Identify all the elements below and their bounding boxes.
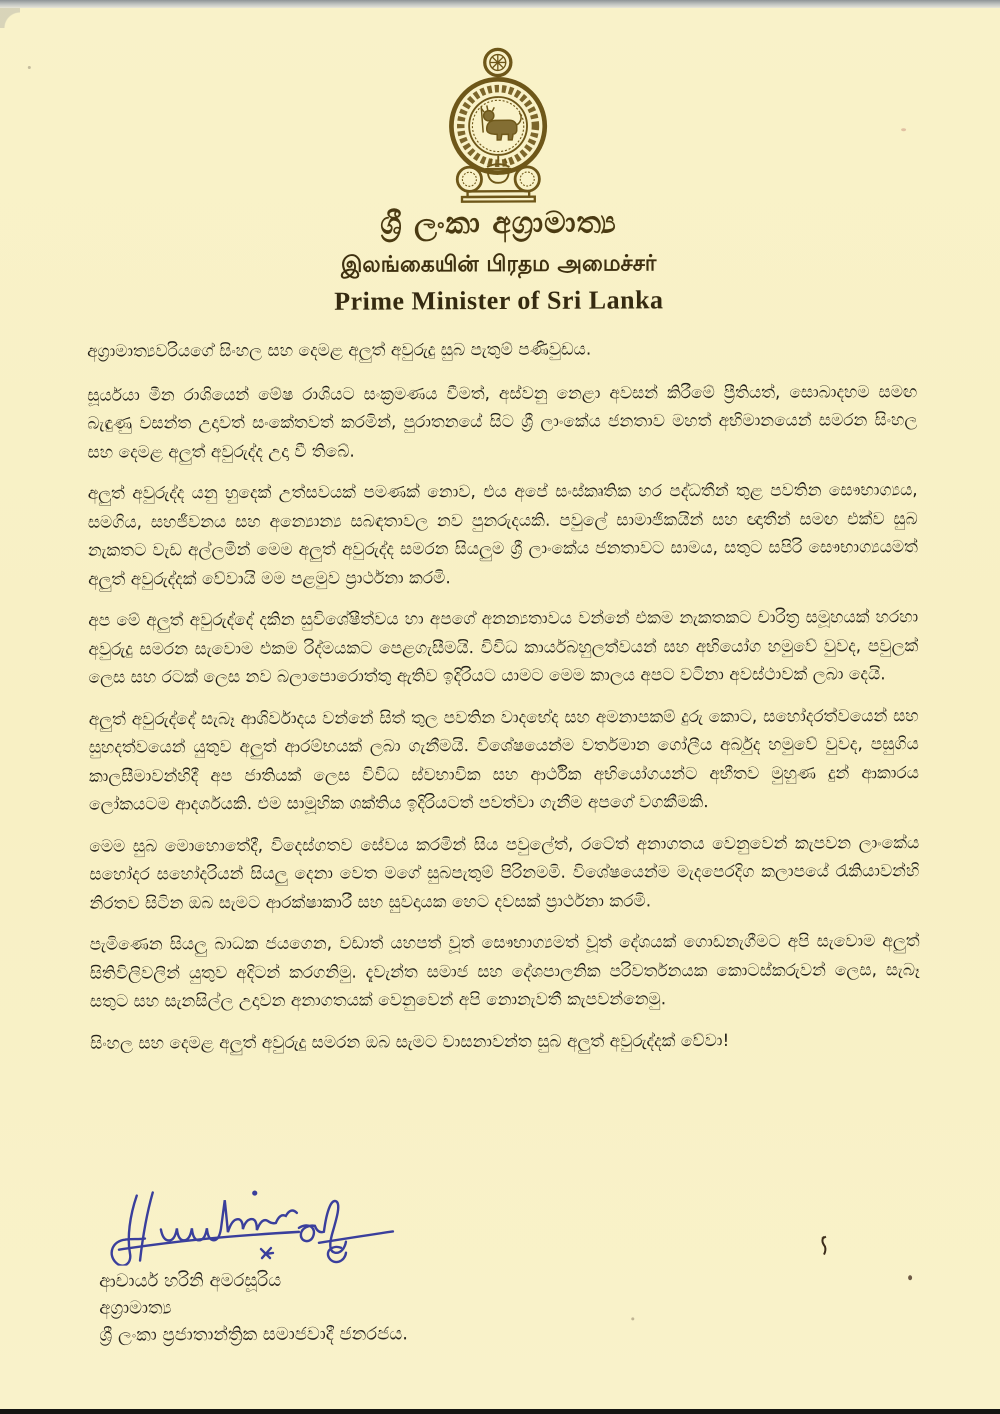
- letter-paragraph: අලුත් අවුරුද්ද යනු හුදෙක් උත්සවයක් පමණක් නොව, එය අපේ සංස්කෘතික හර පද්ධතීන් තුළ පවතින සෞභාග්‍යය, සමගිය, සහජීවනය සහ අන්‍යොන්‍ය සබඳතාවල නව පුනරුදයකි. පවුලේ සාමාජිකයින් සහ ඥාතීන් සමඟ එක්ව සුබ නැකතට වැඩ අල්ලමින් මෙම අලුත් අවුරුද්ද සමරන සියලුම ශ්‍රී ලාංකේය ජනතාවට සාමය, සතුට සපිරි සෞභාග්‍යයමත් අලුත් අවුරුද්දක් වේවායි මම පළමුව ප්‍රාර්ථනා කරමි.: [87, 480, 918, 590]
- title-tamil: இலங்கையின் பிரதம அமைச்சர்: [340, 251, 657, 278]
- signature-icon: [99, 1182, 519, 1266]
- letter-paragraph: අප මේ අලුත් අවුරුද්දේ දකින සුවිශේෂීත්වය හා අපගේ අනන්‍යතාවය වන්නේ එකම නැකතකට චාරිත්‍ර සමූහයක් හරහා අවුරුදු සමරන සැවොම එකම රිද්මයකට පෙළගැසීමයි. විවිධ කාර්යබහුලත්වයන් සහ අභියෝග හමුවේ වුවද, පවුලක් ලෙස සහ රටක් ලෙස නව බලාපොරොත්තු ඇතිව ඉදිරියට යාමට මෙම කාලය අපට වටිනා අවස්ථාවක් ලබා දෙයි.: [88, 607, 919, 688]
- signatory-role: අග්‍රාමාත්‍ය: [99, 1297, 172, 1319]
- scan-speck: [631, 1317, 634, 1320]
- title-english: Prime Minister of Sri Lanka: [334, 285, 664, 316]
- title-sinhala: ශ්‍රී ලංකා අග්‍රාමාත්‍ය: [380, 205, 617, 242]
- ink-smudge: [817, 1235, 831, 1261]
- letter-body: [87, 334, 920, 1071]
- letter-paragraph: මෙම සුබ මොහොතේදී, විදෙස්ගතව සේවය කරමින් සිය පවුලේත්, රටේත් අනාගතය වෙනුවෙන් කැපවන ලාංකේය සහෝදර සහෝදරියන් සියලු දෙනා වෙත මගේ සුබපැතුම් පිරිනමමි. විශේෂයෙන්ම මැදපෙරදිග කලාපයේ රැකියාවන්හි නිරතව සිටින ඔබ සැමට ආරක්ෂාකාරී සහ සුවදායක හෙට දවසක් ප්‍රාර්ථනා කරමි.: [89, 832, 920, 914]
- letter-paragraph: පැමිණෙන සියලු බාධක ජයගෙන, වඩාත් යහපත් වූත් සෞභාග්‍යමත් වූත් දේශයක් ගොඩනැගීමට අපි සැවොම අලුත් සිතිවිලිවලින් යුතුව අදිටන් කරගනිමු. දැවැන්ත සමාජ සහ දේශපාලනික පරිවර්තනයක කොටස්කරුවන් ලෙස, සැබෑ සතුට සහ සැනසිල්ල උදාවන අනාගතයක් වෙනුවෙන් අපි නොනැවතී කැපවන්නෙමු.: [89, 931, 920, 1012]
- scan-speck: [901, 128, 906, 131]
- scan-speck: [28, 66, 31, 69]
- letter-paragraph: අලුත් අවුරුද්දේ සැබෑ ආශිර්වාදය වන්නේ සිත් තුල පවතින වාදභේද සහ අමනාපකම් දුරු කොට, සහෝදරත්වයෙන් සහ සුහදත්වයෙන් යුතුව අලුත් ආරම්භයක් ලබා ගැනීමයි. විශේෂයෙන්ම වර්තමාන ගෝලීය අර්බුද හමුවේ වුවද, පසුගිය කාලසීමාවන්හිදී අප ජාතියක් ලෙස විවිධ ස්වභාවික සහ ආර්ථික අභියෝගයන්ට අභීතව මුහුණ දුන් ආකාරය ලෝකයටම ආදර්ශයකි. එම සාමූහික ශක්තිය ඉදිරියටත් පවත්වා ගැනීම අපගේ වගකීමකි.: [88, 705, 919, 815]
- letter-closing-wish: සිංහල සහ දෙමළ අලුත් අවුරුදු සමරන ඔබ සැමට වාසනාවන්ත සුබ අලුත් අවුරුද්දක් වේවා!: [90, 1030, 730, 1054]
- signatory-name: ආචාර්ය හරිනි අමරසූරිය: [99, 1269, 282, 1292]
- scanner-edge-bottom: [0, 1409, 1000, 1414]
- signatory-state: ශ්‍රී ලංකා ප්‍රජාතාන්ත්‍රික සමාජවාදී ජනරජය.: [99, 1323, 409, 1346]
- national-emblem: [0, 42, 998, 212]
- letter-paragraph: සූර්යයා මීන රාශියෙන් මේෂ රාශියට සංක්‍රමණය වීමත්, අස්වනු නෙළා අවසන් කිරීමේ ප්‍රීතියත්, සොබාදහම සමඟ බැඳුණු වසන්ත උදාවත් සංකේතවත් කරමින්, පුරාතනයේ සිට ශ්‍රී ලාංකේය ජනතාව මහත් අභිමානයෙන් සමරන සිංහල සහ දෙමළ අලුත් අවුරුද්ද උදා වී තිබේ.: [87, 381, 918, 463]
- signature-block: [99, 1182, 520, 1349]
- letter-subject: අග්‍රාමාත්‍යවරියගේ සිංහල සහ දෙමළ අලුත් අවුරුදු සුබ පැතුම් පණිවුඩය.: [87, 339, 592, 362]
- scan-speck: [908, 1275, 912, 1280]
